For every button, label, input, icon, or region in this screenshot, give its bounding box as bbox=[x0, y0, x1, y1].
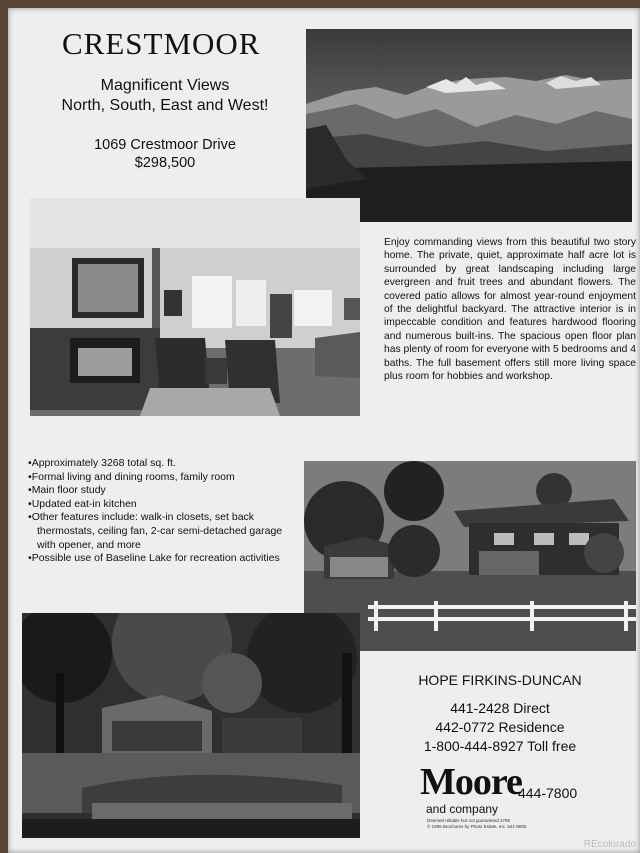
brokerage-company-line: and company bbox=[426, 802, 499, 816]
listing-price: $298,500 bbox=[134, 155, 196, 171]
street-address: 1069 Crestmoor Drive bbox=[94, 137, 236, 153]
feature-list bbox=[28, 457, 298, 566]
toll-free-phone: 1-800-444-8927 Toll free bbox=[423, 738, 577, 754]
feature-item: • Possible use of Baseline Lake for recreation activities bbox=[28, 552, 298, 566]
feature-item: • Other features include: walk-in closets, set back thermostats, ceiling fan, 2-car semi-detached garage with opener, and more bbox=[28, 511, 298, 552]
fine-print bbox=[427, 818, 587, 830]
tagline-line-1: Magnificent Views bbox=[100, 77, 230, 94]
mountain-view-photo bbox=[306, 29, 632, 222]
flyer-title: CRESTMOOR bbox=[62, 26, 261, 61]
feature-item: • Approximately 3268 total sq. ft. bbox=[28, 457, 298, 471]
property-description: Enjoy commanding views from this beautiful two story home. The private, quiet, approximate half acre lot is surrounded by great landscaping including large evergreen and fruit trees and abundant flowers. The covered patio allows for almost year-round enjoyment of the delightful backyard. The attractive interior is in impeccable condition and features hardwood flooring and numerous built-ins. The spacious open floor plan has plenty of room for everyone with 5 bedrooms and 4 baths. The full basement offers still more living space plus room for hobbies and workshop. bbox=[384, 237, 636, 383]
feature-item: • Updated eat-in kitchen bbox=[28, 498, 298, 512]
tagline bbox=[40, 76, 290, 116]
agent-phones bbox=[400, 699, 600, 756]
fine-print-line: Deemed reliable but not guaranteed 2786 bbox=[427, 818, 511, 823]
fine-print-line: © 1996 Brochures by Photo Estate, Inc. 541-9006 bbox=[427, 824, 527, 829]
tagline-line-2: North, South, East and West! bbox=[61, 97, 269, 114]
watermark: REcolorado bbox=[583, 839, 636, 850]
backyard-photo bbox=[22, 613, 360, 838]
living-room-photo bbox=[30, 198, 360, 416]
direct-phone: 441-2428 Direct bbox=[450, 700, 550, 716]
brokerage-logo: Moore bbox=[420, 761, 522, 803]
residence-phone: 442-0772 Residence bbox=[435, 719, 565, 735]
brokerage-phone: 444-7800 bbox=[518, 785, 578, 801]
address-block bbox=[40, 136, 290, 172]
feature-item: • Formal living and dining rooms, family room bbox=[28, 471, 298, 485]
feature-item: • Main floor study bbox=[28, 484, 298, 498]
agent-name: HOPE FIRKINS-DUNCAN bbox=[418, 672, 582, 688]
